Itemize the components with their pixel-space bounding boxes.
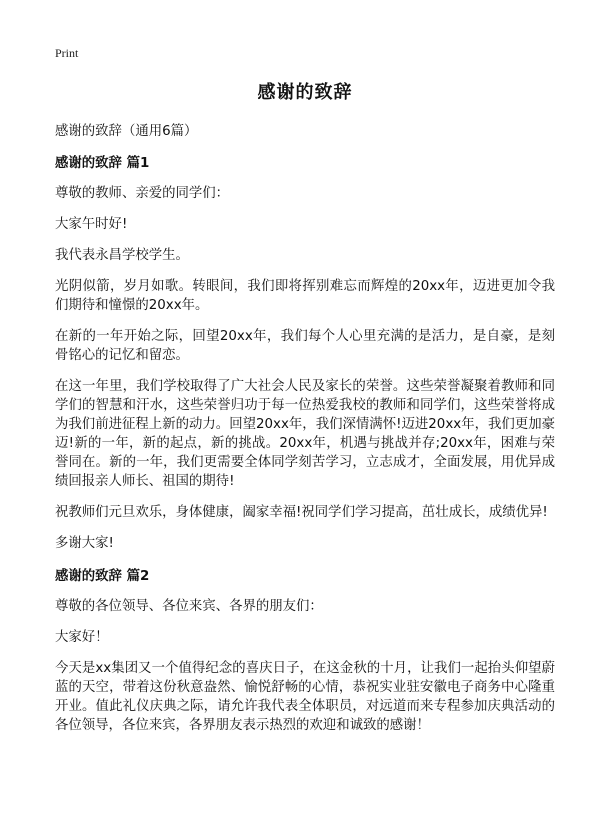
paragraph: 尊敬的教师、亲爱的同学们： [55,186,230,201]
paragraph: 多谢大家! [55,536,114,551]
paragraph: 在这一年里，我们学校取得了广大社会人民及家长的荣誉。这些荣誉凝聚着教师和同学们的智慧和汗水，这些荣誉归功于每一位热爱我校的教师和同学们，这些荣誉将成为我们前进征程上新的动力。回望20xx年，我们深情满怀!迈进20xx年，我们更加豪迈!新的一年，新的起点，新的挑战。20xx年，机遇与挑战并存;20xx年，困难与荣誉同在。新的一年，我们更需要全体同学刻苦学习，立志成才，全面发展，用优异成绩回报亲人师长、祖国的期待! [55,379,555,489]
paragraph: 尊敬的各位领导、各位来宾、各界的朋友们： [55,599,323,614]
section-heading: 感谢的致辞 篇2 [55,569,150,584]
section-2 [55,565,555,735]
section-heading: 感谢的致辞 篇1 [55,156,150,171]
paragraph: 今天是xx集团又一个值得纪念的喜庆日子，在这金秋的十月，让我们一起抬头仰望蔚蓝的天空，带着这份秋意盎然、愉悦舒畅的心情，恭祝实业驻安徽电子商务中心隆重开业。值此礼仪庆典之际，请允许我代表全体职员，对远道而来专程参加庆典活动的各位领导，各位来宾，各界朋友表示热烈的欢迎和诚致的感谢！ [55,661,555,733]
paragraph: 大家午时好! [55,217,128,232]
document-body [55,78,555,747]
paragraph: 大家好！ [55,630,109,645]
paragraph: 光阴似箭，岁月如歌。转眼间，我们即将挥别难忘而辉煌的20xx年，迈进更加令我们期待和憧憬的20xx年。 [55,279,555,313]
section-1 [55,152,555,553]
document-subtitle: 感谢的致辞（通用6篇） [55,124,198,139]
page-title: 感谢的致辞 [257,82,353,103]
paragraph: 我代表永昌学校学生。 [55,248,189,263]
paragraph: 祝教师们元旦欢乐，身体健康，阖家幸福!祝同学们学习提高，茁壮成长，成绩优异! [55,505,548,520]
print-link[interactable]: Print [55,46,79,60]
paragraph: 在新的一年开始之际，回望20xx年，我们每个人心里充满的是活力，是自豪，是刻骨铭心的记忆和留恋。 [55,329,555,363]
